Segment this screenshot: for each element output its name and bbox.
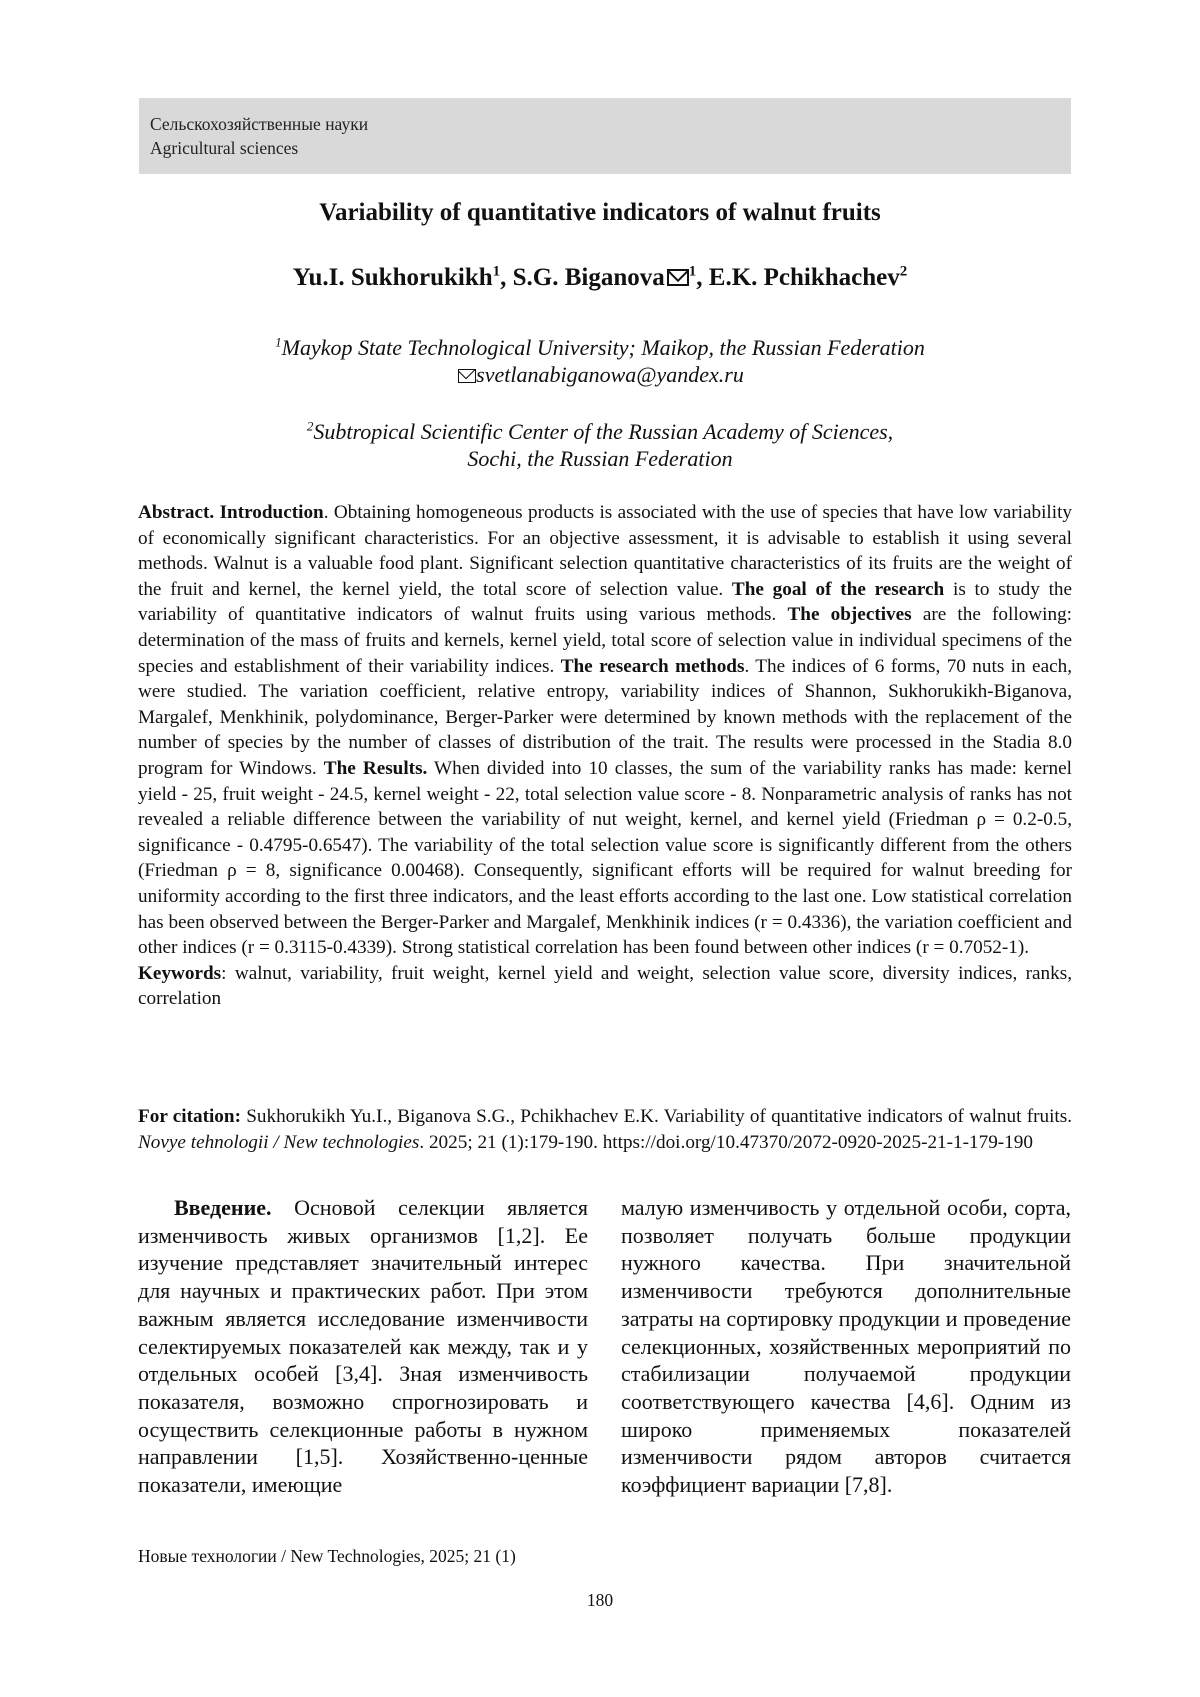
author-2-affil: 1 [688, 263, 697, 280]
abstract-objectives-text: are the following: determination of the mass of fruits and kernels, kernel yield, total score of selection value in individual specimens of the species and establishment of their variability indices. [138, 604, 1072, 677]
abstract-label: Abstract. [138, 502, 215, 523]
citation-doi[interactable]: . 2025; 21 (1):179-190. https://doi.org/10.47370/2072-0920-2025-21-1-179-190 [419, 1131, 1033, 1153]
category-ru: Сельскохозяйственные науки [150, 114, 369, 134]
footer-journal: Новые технологии / New Technologies, 2025; 21 (1) [138, 1546, 516, 1566]
abstract-methods-text: . The indices of 6 forms, 70 nuts in each, were studied. The variation coefficient, relative entropy, variability indices of Shannon, Sukhorukikh-Biganova, Margalef, Menkhinik, polydominance, Berger-Parker were determined by known methods with the replacement of the number of species by the number of classes of distribution of the trait. The results were processed in the Stadia 8.0 program for Windows. [138, 655, 1072, 779]
intro-text-left: Основой селекции является изменчивость живых организмов [1,2]. Ее изучение представляет значительный интерес для научных и практических работ. При этом важным является исследование изменчивости селектируемых показателей как между, так и у отдельных особей [3,4]. Зная изменчивость показателя, возможно спрогнозировать и осуществить селекционные работы в нужном направлении [1,5]. Хозяйственно-ценные показатели, имеющие [138, 1195, 588, 1498]
author-separator: , [696, 264, 709, 291]
abstract-intro-label: Introduction [219, 502, 324, 523]
keywords-label: Keywords [138, 962, 222, 984]
category-en: Agricultural sciences [150, 138, 299, 158]
citation-block [138, 1104, 1072, 1155]
affiliation-2-line2: Sochi, the Russian Federation [467, 446, 733, 471]
affiliation-2 [0, 418, 1200, 472]
abstract-goal-text: is to study the variability of quantitative indicators of walnut fruits using various methods. [138, 578, 1073, 626]
author-1-name: Yu.I. Sukhorukikh [292, 264, 493, 291]
body-column-left [138, 1194, 588, 1499]
affiliation-2-sup: 2 [306, 418, 314, 434]
abstract-objectives-label: The objectives [787, 604, 912, 626]
citation-journal: Novye tehnologii / New technologies [138, 1131, 420, 1153]
abstract-methods-label: The research methods [560, 655, 745, 677]
abstract-results-text: When divided into 10 classes, the sum of the variability ranks has made: kernel yield - 25, fruit weight - 24.5, kernel weight - 22, total selection value score - 8. Nonparametric analysis of ranks has not revealed a reliable difference between the variability of nut weight, kernel, and kernel yield (Friedman ρ = 0.2-0.5, significance - 0.4795-0.6547). The variability of the total selection value score is significantly different from the others (Friedman ρ = 8, significance 0.00468). Consequently, significant efforts will be required for walnut breeding for uniformity according to the first three indicators, and the least efforts according to the last one. Low statistical correlation has been observed between the Berger-Parker and Margalef, Menkhinik indices (r = 0.4336), the variation coefficient and other indices (r = 0.3115-0.4339). Strong statistical correlation has been found between other indices (r = 0.7052-1). [138, 757, 1072, 959]
abstract [138, 500, 1072, 1012]
author-2-name: S.G. Biganova [512, 264, 665, 291]
author-list [0, 264, 1200, 292]
page-number: 180 [586, 1590, 614, 1610]
affiliation-1-text: Maykop State Technological University; Maikop, the Russian Federation [281, 335, 925, 360]
author-1-affil: 1 [492, 263, 501, 280]
contact-email[interactable]: svetlanabiganowa@yandex.ru [476, 362, 744, 387]
abstract-results-label: The Results. [323, 757, 428, 779]
author-3-name: E.K. Pchikhachev [708, 264, 900, 291]
envelope-icon [458, 369, 476, 383]
citation-label: For citation: [138, 1106, 241, 1127]
abstract-goal-label: The goal of the research [731, 578, 945, 600]
intro-heading: Введение. [174, 1195, 272, 1220]
affiliation-2-line1: Subtropical Scientific Center of the Russian Academy of Sciences, [313, 419, 894, 444]
affiliation-1-sup: 1 [275, 334, 282, 350]
keywords-text: : walnut, variability, fruit weight, kernel yield and weight, selection value score, diversity indices, ranks, correlation [138, 962, 1072, 1010]
affiliation-1 [0, 334, 1200, 388]
author-separator: , [500, 264, 513, 291]
citation-text: Sukhorukikh Yu.I., Biganova S.G., Pchikhachev E.K. Variability of quantitative indicators of walnut fruits. [240, 1106, 1072, 1127]
abstract-intro-text: . Obtaining homogeneous products is associated with the use of species that have low variability of economically significant characteristics. For an objective assessment, it is advisable to establish it using several methods. Walnut is a valuable food plant. Significant selection quantitative characteristics of its fruits are the weight of the fruit and kernel, the kernel yield, the total score of selection value. [138, 502, 1073, 600]
intro-text-right: малую изменчивость у отдельной особи, сорта, позволяет получать больше продукции нужного качества. При значительной изменчивости требуются дополнительные затраты на сортировку продукции и проведение селекционных, хозяйственных мероприятий по стабилизации получаемой продукции соответствующего качества [4,6]. Одним из широко применяемых показателей изменчивости рядом авторов считается коэффициент вариации [7,8]. [621, 1195, 1071, 1498]
body-column-right [621, 1194, 1071, 1499]
author-3-affil: 2 [899, 263, 908, 280]
article-title: Variability of quantitative indicators of walnut fruits [319, 199, 881, 226]
envelope-icon [667, 269, 689, 286]
section-header-band [139, 98, 1071, 174]
